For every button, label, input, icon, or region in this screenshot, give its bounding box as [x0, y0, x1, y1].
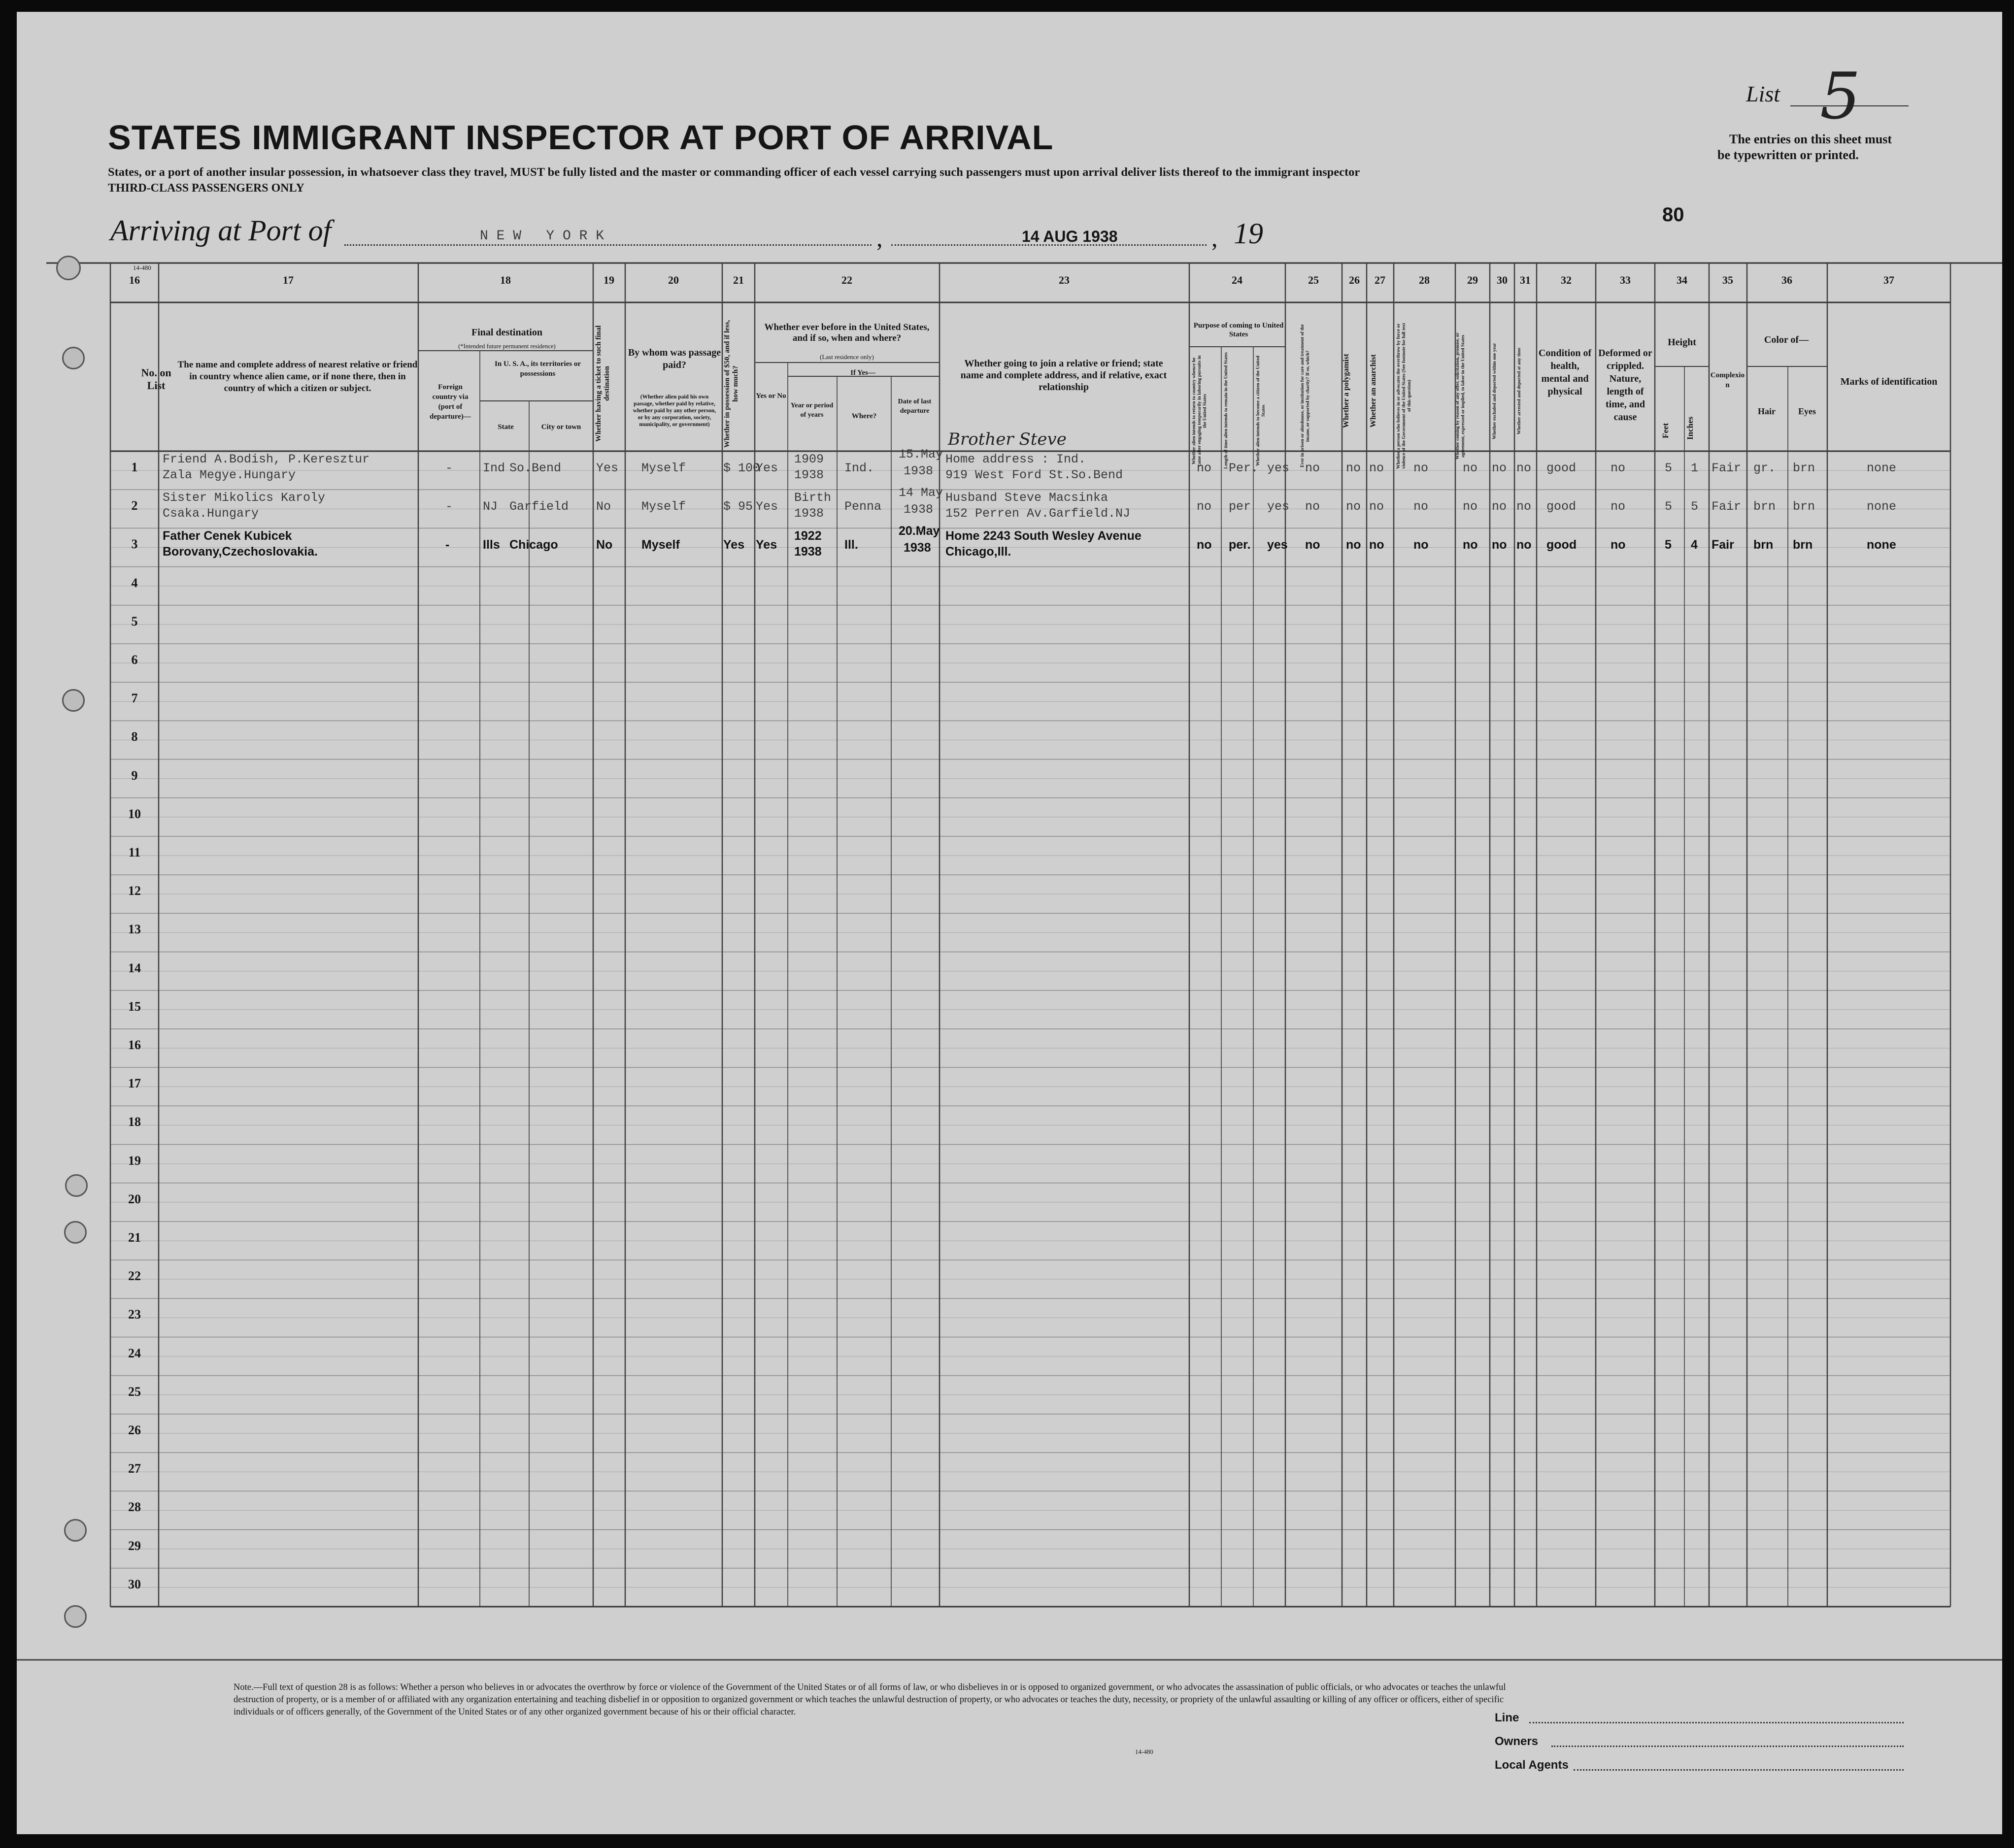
cell-overthrow: no	[1413, 499, 1429, 514]
header-relative: The name and complete address of nearest relative or friend in country whence alien came, or if none there, then in country of which a citizen or subject.	[177, 360, 418, 394]
cell-complexion: Fair	[1712, 499, 1742, 514]
cell-arrested: no	[1516, 461, 1532, 475]
cell-offer: no	[1463, 538, 1478, 552]
cell-health: good	[1546, 538, 1577, 552]
cell-excluded: no	[1492, 499, 1507, 514]
header-usa: In U. S. A., its territories or possessions	[495, 360, 581, 378]
cell-polygamist: no	[1346, 499, 1361, 514]
header-inches: Inches	[1685, 416, 1695, 440]
row-number: 9	[131, 768, 138, 783]
cell-before-yes-no: Yes	[756, 461, 778, 475]
cell-relative-line2: Borovany,Czechoslovakia.	[163, 545, 318, 559]
cell-city: So.Bend	[509, 461, 562, 475]
cell-marks: none	[1867, 538, 1896, 552]
header-prison: Ever in prison or almshouse, or institution for care and treatment of the insane, or supported by charity? If so, which?	[1300, 324, 1310, 468]
cell-complexion: Fair	[1712, 538, 1734, 552]
cell-money: $ 100	[723, 461, 761, 475]
list-number: 5	[1820, 59, 1861, 133]
header-deformed: Deformed or crippled. Nature, length of time, and cause	[1598, 348, 1652, 423]
footer-line-rule	[1529, 1722, 1904, 1723]
row-number: 26	[128, 1423, 141, 1437]
cell-join-line2: 152 Perren Av.Garfield.NJ	[945, 506, 1131, 521]
column-number: 27	[1375, 274, 1385, 286]
row-number: 19	[128, 1153, 141, 1168]
cell-hair-color: gr.	[1753, 461, 1776, 475]
cell-height-feet: 5	[1665, 461, 1673, 475]
header-arrested: Whether arrested and deported at any time	[1517, 348, 1522, 434]
cell-state: NJ	[483, 499, 498, 514]
footer-agents-rule	[1574, 1769, 1904, 1771]
cell-relative-line1: Sister Mikolics Karoly	[163, 491, 326, 505]
row-number: 30	[128, 1577, 141, 1591]
header-anarchist: Whether an anarchist	[1369, 354, 1377, 428]
header-final-destination: Final destination	[471, 327, 542, 338]
form-ref-top: 14-480	[133, 264, 151, 271]
cell-height-feet: 5	[1665, 499, 1673, 514]
cell-money: Yes	[723, 538, 745, 552]
cell-foreign-country: -	[445, 461, 453, 475]
header-purpose-citizen: Whether alien intends to become a citizen of the United States	[1256, 356, 1266, 466]
cell-years-line1: 1922	[794, 529, 822, 543]
header-years: Year or period of years	[790, 402, 834, 419]
cell-length-of-stay: per.	[1229, 538, 1251, 552]
header-marks: Marks of identification	[1840, 376, 1938, 387]
cell-anarchist: no	[1369, 499, 1384, 514]
cell-intends-citizen: yes	[1267, 461, 1290, 475]
cell-height-inches: 5	[1691, 499, 1699, 514]
sheet-number: 80	[1662, 204, 1684, 226]
header-offer: Whether coming by reason of any offer, solicitation, promise, or agreement, expressed or implied, to labor in the United States	[1455, 332, 1466, 460]
cell-prison: no	[1305, 499, 1320, 514]
cell-departure-line1: 14 May	[899, 486, 943, 500]
cell-eye-color: brn	[1793, 538, 1813, 552]
row-number: 20	[128, 1191, 141, 1206]
header-complexion: Complexion	[1710, 371, 1745, 389]
cell-money: $ 95	[723, 499, 753, 514]
cell-health: good	[1546, 499, 1577, 514]
row-number: 16	[128, 1038, 141, 1052]
header-passage-paid-sub: (Whether alien paid his own passage, whether paid by relative, whether paid by any other person, or by any corporation, society, municipality, or government)	[633, 394, 716, 428]
cell-departure-line2: 1938	[904, 464, 934, 478]
column-number: 31	[1520, 274, 1531, 286]
cell-years-line2: 1938	[794, 506, 824, 521]
row-number: 3	[131, 537, 138, 552]
cell-eye-color: brn	[1793, 499, 1815, 514]
cell-height-inches: 1	[1691, 461, 1699, 475]
column-number: 21	[733, 274, 744, 286]
cell-where: Ill.	[844, 538, 858, 552]
row-number: 28	[128, 1500, 141, 1515]
port-value: N E W Y O R K	[480, 229, 604, 244]
header-purpose: Purpose of coming to United States	[1193, 322, 1284, 338]
header-join-relative: Whether going to join a relative or friend; state name and complete address, and if relative, exact relationship	[960, 358, 1167, 393]
footnote: Note.—Full text of question 28 is as follows: Whether a person who believes in or advocates the overthrow by force or violence of the Government of the United States or of all forms of law, or who disbelieves in or is opposed to organized government, or who advocates the assassination of public officials, or who advocates or teaches the unlawful destruction of property, or is a member of or affiliated with any organization entertaining and teaching disbelief in or opposition to organized government or which teaches the unlawful destruction of property, or who advocates or teaches the duty, necessity, or propriety of the unlawful assaulting or killing of any officer or officers, either of specific individuals or of officers generally, of the Government of the United States or of any other organized government because of his or their official character.	[234, 1683, 1506, 1717]
cell-years-line1: 1909	[794, 452, 824, 466]
cell-relative-line1: Father Cenek Kubicek	[163, 529, 292, 543]
arrival-date: 14 AUG 1938	[1022, 228, 1118, 245]
row-number: 6	[131, 653, 138, 667]
cell-intends-return: no	[1197, 499, 1212, 514]
header-polygamist: Whether a polygamist	[1342, 354, 1350, 429]
year-prefix: 19	[1234, 217, 1263, 250]
cell-relative-line2: Csaka.Hungary	[163, 506, 259, 521]
header-state: State	[498, 423, 514, 431]
cell-years-line2: 1938	[794, 468, 824, 482]
column-number: 24	[1232, 274, 1242, 286]
column-number: 34	[1677, 274, 1687, 286]
cell-offer: no	[1463, 461, 1478, 475]
cell-years-line1: Birth	[794, 491, 832, 505]
ruled-grid	[17, 12, 2002, 1834]
row-number: 5	[131, 614, 138, 628]
cell-foreign-country: -	[445, 538, 450, 552]
page-title: STATES IMMIGRANT INSPECTOR AT PORT OF ARRIVAL	[108, 118, 1054, 157]
footer-line-label: Line	[1495, 1711, 1519, 1724]
row-number: 27	[128, 1461, 141, 1476]
header-ticket: Whether having a ticket to such final destination	[595, 325, 611, 442]
cell-excluded: no	[1492, 461, 1507, 475]
form-ref-bottom: 14-480	[1135, 1748, 1153, 1755]
cell-height-inches: 4	[1691, 538, 1698, 552]
row-number: 8	[131, 729, 138, 744]
cell-height-feet: 5	[1665, 538, 1672, 552]
cell-paid-by: Myself	[641, 538, 680, 552]
column-number: 26	[1349, 274, 1360, 286]
cell-departure-line1: 20.May	[899, 524, 940, 538]
cell-overthrow: no	[1413, 461, 1429, 475]
column-number: 36	[1781, 274, 1792, 286]
header-purpose-length: Length of time alien intends to remain in the United States	[1224, 352, 1229, 469]
row-number: 25	[128, 1384, 141, 1399]
header-health: Condition of health, mental and physical	[1538, 348, 1592, 397]
punch-hole	[56, 256, 81, 280]
list-label: List	[1746, 81, 1780, 106]
cell-overthrow: no	[1413, 538, 1429, 552]
cell-length-of-stay: per	[1229, 499, 1251, 514]
header-yes-no: Yes or No	[756, 392, 786, 400]
cell-years-line2: 1938	[794, 545, 822, 559]
column-number: 23	[1059, 274, 1070, 286]
header-ever-before-sub: (Last residence only)	[820, 353, 874, 361]
row-number: 18	[128, 1115, 141, 1129]
header-ever-before: Whether ever before in the United States, and if so, when and where?	[764, 322, 930, 343]
header-money: Whether in possession of $50, and if less, how much?	[723, 320, 739, 448]
cell-eye-color: brn	[1793, 461, 1815, 475]
cell-city: Garfield	[509, 499, 569, 514]
column-number: 22	[841, 274, 852, 286]
entries-note-2: be typewritten or printed.	[1717, 148, 1859, 162]
cell-ticket: No	[596, 538, 613, 552]
cell-join-handwritten: Brother Steve	[948, 429, 1067, 449]
column-number: 28	[1419, 274, 1430, 286]
column-number: 16	[129, 274, 140, 286]
manifest-sheet	[17, 12, 2002, 1834]
header-passage-paid: By whom was passage paid?	[628, 347, 721, 370]
cell-foreign-country: -	[445, 499, 453, 514]
header-eyes: Eyes	[1798, 406, 1816, 416]
cell-where: Penna	[844, 499, 882, 514]
cell-polygamist: no	[1346, 461, 1361, 475]
punch-hole	[64, 1221, 87, 1244]
cell-departure-line1: 15.May	[899, 447, 943, 462]
column-number: 18	[500, 274, 511, 286]
column-number: 35	[1722, 274, 1733, 286]
row-number: 24	[128, 1346, 141, 1360]
cell-relative-line1: Friend A.Bodish, P.Keresztur	[163, 452, 370, 466]
cell-hair-color: brn	[1753, 499, 1776, 514]
cell-anarchist: no	[1369, 461, 1384, 475]
subtitle-line: States, or a port of another insular possession, in whatsoever class they travel, MUST be fully listed and the master or commanding officer of each vessel carrying such passengers must upon arrival deliver lists thereof to the immigrant inspector	[108, 165, 1360, 179]
cell-ticket: No	[596, 499, 611, 514]
cell-where: Ind.	[844, 461, 874, 475]
cell-polygamist: no	[1346, 538, 1361, 552]
entries-note-1: The entries on this sheet must	[1729, 132, 1892, 146]
cell-join-line1: Husband Steve Macsinka	[945, 491, 1108, 505]
cell-prison: no	[1305, 461, 1320, 475]
cell-join-line2: Chicago,Ill.	[945, 545, 1011, 559]
column-number: 19	[604, 274, 614, 286]
row-number: 15	[128, 999, 141, 1014]
cell-before-yes-no: Yes	[756, 499, 778, 514]
punch-hole	[64, 1519, 87, 1542]
cell-length-of-stay: Per.	[1229, 461, 1259, 475]
cell-intends-citizen: yes	[1267, 538, 1288, 552]
header-height: Height	[1668, 337, 1696, 348]
header-purpose-return: Whether alien intends to return to country whence he came after engaging temporarily in laboring pursuits in the United States	[1192, 355, 1208, 466]
row-number: 1	[131, 460, 138, 474]
header-foreign-country: Foreign country via (port of departure)—	[430, 383, 471, 421]
row-number: 2	[131, 498, 138, 513]
header-last-departure: Date of last departure	[898, 398, 932, 415]
cell-ticket: Yes	[596, 461, 619, 475]
cell-paid-by: Myself	[641, 461, 686, 475]
header-final-destination-sub: (*Intended future permanent residence)	[458, 343, 556, 350]
punch-hole	[65, 1174, 88, 1197]
cell-departure-line2: 1938	[904, 502, 934, 517]
row-number: 11	[128, 845, 141, 859]
row-number: 29	[128, 1538, 141, 1553]
port-underline	[344, 244, 872, 246]
header-if-yes: If Yes—	[850, 369, 875, 377]
column-number: 33	[1620, 274, 1631, 286]
row-number: 22	[128, 1269, 141, 1284]
row-number: 17	[128, 1076, 141, 1091]
cell-deformed: no	[1611, 461, 1626, 475]
cell-marks: none	[1867, 461, 1897, 475]
row-number: 13	[128, 922, 141, 937]
footer-agents-label: Local Agents	[1495, 1758, 1569, 1772]
row-number: 12	[128, 884, 141, 898]
row-number: 4	[131, 575, 138, 590]
comma: ,	[1211, 224, 1218, 252]
cell-offer: no	[1463, 499, 1478, 514]
cell-intends-citizen: yes	[1267, 499, 1290, 514]
punch-hole	[64, 1605, 87, 1628]
cell-marks: none	[1867, 499, 1897, 514]
cell-join-line1: Home address : Ind.	[945, 452, 1086, 466]
cell-join-line2: 919 West Ford St.So.Bend	[945, 468, 1123, 482]
cell-relative-line2: Zala Megye.Hungary	[163, 468, 296, 482]
punch-hole	[62, 689, 85, 712]
punch-hole	[62, 347, 85, 369]
cell-arrested: no	[1516, 499, 1532, 514]
cell-deformed: no	[1611, 538, 1626, 552]
header-no-on-list: No. on List	[141, 366, 171, 392]
column-number: 25	[1308, 274, 1319, 286]
cell-deformed: no	[1611, 499, 1626, 514]
column-number: 32	[1561, 274, 1572, 286]
cell-state: Ind	[483, 461, 505, 475]
header-excluded: Whether excluded and deported within one year	[1492, 343, 1497, 439]
cell-city: Chicago	[509, 538, 558, 552]
cell-arrested: no	[1516, 538, 1532, 552]
arriving-label: Arriving at Port of	[110, 214, 332, 247]
column-number: 30	[1497, 274, 1508, 286]
cell-excluded: no	[1492, 538, 1507, 552]
cell-departure-line2: 1938	[904, 541, 931, 555]
header-color-of: Color of—	[1764, 334, 1809, 345]
header-where: Where?	[851, 412, 877, 420]
cell-before-yes-no: Yes	[756, 538, 777, 552]
footer-owners-rule	[1551, 1746, 1904, 1747]
cell-join-line1: Home 2243 South Wesley Avenue	[945, 529, 1141, 543]
cell-complexion: Fair	[1712, 461, 1742, 475]
column-number: 37	[1883, 274, 1894, 286]
row-number: 23	[128, 1307, 141, 1322]
header-hair: Hair	[1758, 406, 1776, 416]
cell-intends-return: no	[1197, 538, 1212, 552]
footer-owners-label: Owners	[1495, 1735, 1539, 1748]
column-number: 17	[283, 274, 294, 286]
cell-hair-color: brn	[1753, 538, 1774, 552]
cell-intends-return: no	[1197, 461, 1212, 475]
header-overthrow: Whether a person who believes in or advocates the overthrow by force or violence of the Government of the United States (See footnote for full text of this question)	[1396, 323, 1412, 469]
column-number: 29	[1467, 274, 1478, 286]
cell-anarchist: no	[1369, 538, 1384, 552]
row-number: 10	[128, 806, 141, 821]
cell-health: good	[1546, 461, 1577, 475]
row-number: 14	[128, 960, 141, 975]
row-number: 21	[128, 1230, 141, 1245]
header-city: City or town	[541, 423, 581, 431]
row-number: 7	[131, 691, 138, 706]
comma: ,	[876, 224, 883, 252]
header-feet: Feet	[1661, 423, 1670, 438]
cell-prison: no	[1305, 538, 1320, 552]
cell-paid-by: Myself	[641, 499, 686, 514]
column-number: 20	[668, 274, 679, 286]
class-line: THIRD-CLASS PASSENGERS ONLY	[108, 182, 304, 195]
cell-state: Ills	[483, 538, 500, 552]
